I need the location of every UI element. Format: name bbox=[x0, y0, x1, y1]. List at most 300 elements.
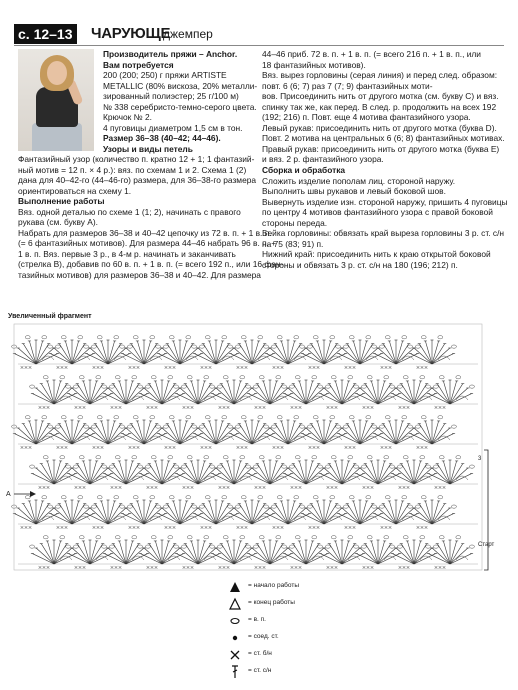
legend-label: = ст. с/н bbox=[248, 667, 272, 674]
chain-loop bbox=[452, 345, 457, 348]
double-crochet-stitch bbox=[144, 421, 151, 444]
double-crochet-stitch bbox=[198, 508, 216, 524]
chain-loop bbox=[290, 465, 295, 468]
single-crochet-stitch bbox=[331, 486, 334, 489]
double-crochet-stitch bbox=[281, 501, 288, 524]
double-crochet-stitch bbox=[216, 508, 234, 524]
double-crochet-stitch bbox=[90, 381, 97, 404]
single-crochet-stitch bbox=[43, 486, 46, 489]
double-crochet-stitch bbox=[425, 501, 432, 524]
chain-loop bbox=[295, 376, 300, 379]
chain-loop bbox=[264, 345, 269, 348]
double-crochet-stitch bbox=[245, 341, 252, 364]
single-crochet-stitch bbox=[57, 446, 60, 449]
double-crochet-stitch bbox=[396, 548, 414, 564]
double-crochet-stitch bbox=[252, 501, 259, 524]
double-crochet-stitch bbox=[162, 468, 180, 484]
continuation-column bbox=[262, 49, 508, 270]
double-crochet-stitch bbox=[252, 348, 270, 364]
single-crochet-stitch bbox=[417, 366, 420, 369]
double-crochet-stitch bbox=[108, 548, 126, 564]
double-crochet-stitch bbox=[162, 548, 180, 564]
single-crochet-stitch bbox=[263, 566, 266, 569]
double-crochet-stitch bbox=[65, 341, 72, 364]
double-crochet-stitch bbox=[288, 548, 306, 564]
text-line: METALLIC (80% вискоза, 20% металли- bbox=[103, 80, 258, 91]
chain-loop bbox=[156, 505, 161, 508]
chain-loop bbox=[326, 385, 331, 388]
single-crochet-stitch bbox=[47, 566, 50, 569]
single-crochet-stitch bbox=[367, 486, 370, 489]
single-crochet-stitch bbox=[345, 526, 348, 529]
chain-loop bbox=[56, 345, 61, 348]
chain-loop bbox=[398, 465, 403, 468]
marker-row-number: 3 bbox=[478, 456, 482, 462]
double-crochet-stitch bbox=[54, 461, 61, 484]
double-crochet-stitch bbox=[288, 501, 295, 524]
chain-loop bbox=[61, 416, 66, 419]
double-crochet-stitch bbox=[36, 341, 43, 364]
single-crochet-stitch bbox=[281, 526, 284, 529]
double-crochet-stitch bbox=[18, 508, 36, 524]
text-line: Правый рукав: присоединить нить от другого мотка (буква Е) bbox=[262, 143, 500, 154]
chain-loop bbox=[228, 425, 233, 428]
chain-loop bbox=[151, 536, 156, 539]
single-crochet-stitch bbox=[381, 446, 384, 449]
single-crochet-stitch bbox=[201, 526, 204, 529]
single-crochet-stitch bbox=[255, 566, 258, 569]
legend-label: = начало работы bbox=[248, 582, 300, 589]
chain-loop bbox=[362, 385, 367, 388]
chain-loop bbox=[138, 465, 143, 468]
double-crochet-stitch bbox=[180, 428, 198, 444]
double-crochet-stitch bbox=[180, 548, 198, 564]
double-crochet-stitch bbox=[108, 468, 126, 484]
double-crochet-stitch bbox=[414, 468, 432, 484]
chain-loop bbox=[349, 416, 354, 419]
single-crochet-stitch bbox=[381, 366, 384, 369]
single-crochet-stitch bbox=[25, 446, 28, 449]
chain-loop bbox=[456, 536, 461, 539]
double-crochet-stitch bbox=[155, 541, 162, 564]
double-crochet-stitch bbox=[414, 541, 421, 564]
double-crochet-stitch bbox=[198, 541, 205, 564]
single-crochet-stitch bbox=[273, 366, 276, 369]
chain-loop bbox=[92, 345, 97, 348]
double-crochet-stitch bbox=[198, 548, 216, 564]
single-crochet-stitch bbox=[173, 366, 176, 369]
single-crochet-stitch bbox=[183, 566, 186, 569]
single-crochet-stitch bbox=[299, 486, 302, 489]
double-crochet-stitch bbox=[317, 421, 324, 444]
chain-loop bbox=[133, 416, 138, 419]
single-crochet-stitch bbox=[47, 406, 50, 409]
double-crochet-stitch bbox=[378, 541, 385, 564]
single-crochet-stitch bbox=[439, 406, 442, 409]
double-crochet-stitch bbox=[155, 381, 162, 404]
single-crochet-stitch bbox=[263, 406, 266, 409]
chain-loop bbox=[66, 545, 71, 548]
double-crochet-stitch bbox=[270, 468, 288, 484]
marker-start: Старт bbox=[478, 542, 495, 548]
double-crochet-stitch bbox=[36, 548, 54, 564]
chain-loop bbox=[390, 545, 395, 548]
single-crochet-stitch bbox=[399, 406, 402, 409]
double-crochet-stitch bbox=[396, 388, 414, 404]
double-crochet-stitch bbox=[234, 388, 252, 404]
double-crochet-stitch bbox=[198, 468, 216, 484]
double-crochet-stitch bbox=[425, 341, 432, 364]
chain-loop bbox=[326, 465, 331, 468]
double-crochet-stitch bbox=[119, 541, 126, 564]
double-crochet-stitch bbox=[191, 381, 198, 404]
chain-loop bbox=[312, 456, 317, 459]
double-crochet-stitch bbox=[126, 381, 133, 404]
single-crochet-stitch bbox=[371, 406, 374, 409]
chain-loop bbox=[187, 536, 192, 539]
double-crochet-stitch bbox=[126, 388, 144, 404]
single-crochet-stitch bbox=[345, 446, 348, 449]
double-crochet-stitch bbox=[443, 461, 450, 484]
chain-loop bbox=[366, 416, 371, 419]
chain-loop bbox=[84, 345, 89, 348]
single-crochet-stitch bbox=[223, 486, 226, 489]
single-crochet-stitch bbox=[155, 566, 158, 569]
double-crochet-stitch bbox=[119, 381, 126, 404]
chain-loop bbox=[367, 456, 372, 459]
double-crochet-stitch bbox=[162, 388, 180, 404]
single-crochet-stitch bbox=[65, 526, 68, 529]
single-crochet-stitch bbox=[183, 406, 186, 409]
double-crochet-stitch bbox=[450, 461, 457, 484]
double-crochet-stitch bbox=[162, 348, 180, 364]
chain-loop bbox=[25, 416, 30, 419]
chain-loop bbox=[348, 376, 353, 379]
chain-loop bbox=[110, 545, 115, 548]
single-crochet-stitch bbox=[443, 486, 446, 489]
open-triangle-icon bbox=[228, 597, 242, 611]
double-crochet-stitch bbox=[72, 468, 90, 484]
double-crochet-stitch bbox=[198, 348, 216, 364]
chain-loop bbox=[97, 416, 102, 419]
single-crochet-stitch bbox=[43, 406, 46, 409]
chain-loop bbox=[110, 465, 115, 468]
double-crochet-stitch bbox=[144, 501, 151, 524]
single-crochet-stitch bbox=[291, 486, 294, 489]
double-crochet-stitch bbox=[29, 341, 36, 364]
single-crochet-stitch bbox=[299, 566, 302, 569]
double-crochet-stitch bbox=[450, 541, 457, 564]
chain-loop bbox=[128, 425, 133, 428]
chain-loop bbox=[282, 465, 287, 468]
double-crochet-stitch bbox=[162, 508, 180, 524]
chain-loop bbox=[312, 376, 317, 379]
chain-loop bbox=[48, 425, 53, 428]
double-crochet-stitch bbox=[72, 548, 90, 564]
single-crochet-stitch bbox=[345, 366, 348, 369]
double-crochet-stitch bbox=[72, 388, 90, 404]
single-crochet-stitch bbox=[331, 566, 334, 569]
materials-column bbox=[103, 49, 257, 154]
chain-loop bbox=[92, 425, 97, 428]
chain-loop bbox=[174, 545, 179, 548]
single-crochet-stitch bbox=[147, 486, 150, 489]
chain-loop bbox=[330, 416, 335, 419]
chain-loop bbox=[312, 536, 317, 539]
single-crochet-stitch bbox=[119, 566, 122, 569]
single-crochet-stitch bbox=[219, 566, 222, 569]
text-line: по центру 4 мотивов фантазийного узора с правой боковой bbox=[262, 207, 493, 218]
single-crochet-stitch bbox=[317, 446, 320, 449]
double-crochet-stitch bbox=[173, 421, 180, 444]
chain-loop bbox=[470, 465, 475, 468]
single-crochet-stitch bbox=[353, 366, 356, 369]
chain-loop bbox=[313, 496, 318, 499]
double-crochet-stitch bbox=[317, 341, 324, 364]
double-crochet-stitch bbox=[360, 421, 367, 444]
chain-loop bbox=[390, 465, 395, 468]
single-crochet-stitch bbox=[111, 566, 114, 569]
double-crochet-stitch bbox=[198, 388, 216, 404]
double-crochet-stitch bbox=[126, 468, 144, 484]
double-crochet-stitch bbox=[263, 461, 270, 484]
double-crochet-stitch bbox=[36, 428, 54, 444]
single-crochet-stitch bbox=[61, 526, 64, 529]
single-crochet-stitch bbox=[259, 486, 262, 489]
chain-loop bbox=[182, 465, 187, 468]
double-crochet-stitch bbox=[317, 501, 324, 524]
double-crochet-stitch bbox=[360, 501, 367, 524]
double-crochet-stitch bbox=[144, 548, 162, 564]
double-crochet-stitch bbox=[432, 348, 450, 364]
chain-loop bbox=[416, 505, 421, 508]
double-crochet-stitch bbox=[54, 508, 72, 524]
chain-loop bbox=[349, 336, 354, 339]
single-crochet-stitch bbox=[291, 406, 294, 409]
double-crochet-stitch bbox=[270, 461, 277, 484]
single-crochet-stitch bbox=[169, 446, 172, 449]
chain-loop bbox=[372, 345, 377, 348]
chain-loop bbox=[200, 345, 205, 348]
chain-loop bbox=[74, 385, 79, 388]
double-crochet-stitch bbox=[324, 341, 331, 364]
single-crochet-stitch bbox=[443, 566, 446, 569]
single-crochet-stitch bbox=[29, 446, 32, 449]
single-crochet-stitch bbox=[313, 526, 316, 529]
chain-loop bbox=[42, 496, 47, 499]
double-crochet-stitch bbox=[144, 508, 162, 524]
single-crochet-stitch bbox=[61, 446, 64, 449]
single-crochet-stitch bbox=[313, 366, 316, 369]
text-line: Набрать для размеров 36–38 и 40–42 цепочку из 72 в. п. + 1 в. п. bbox=[18, 227, 272, 238]
double-crochet-stitch bbox=[72, 501, 79, 524]
chain-loop bbox=[115, 536, 120, 539]
double-crochet-stitch bbox=[353, 421, 360, 444]
chain-loop bbox=[42, 416, 47, 419]
double-crochet-stitch bbox=[137, 501, 144, 524]
double-crochet-stitch bbox=[29, 421, 36, 444]
single-crochet-stitch bbox=[327, 406, 330, 409]
double-crochet-stitch bbox=[432, 501, 439, 524]
chain-loop bbox=[330, 336, 335, 339]
chain-loop bbox=[164, 505, 169, 508]
chain-loop bbox=[354, 385, 359, 388]
single-crochet-stitch bbox=[245, 366, 248, 369]
chain-loop bbox=[348, 456, 353, 459]
single-crochet-stitch bbox=[349, 366, 352, 369]
double-crochet-stitch bbox=[342, 548, 360, 564]
chain-loop bbox=[56, 505, 61, 508]
single-crochet-stitch bbox=[335, 406, 338, 409]
double-crochet-stitch bbox=[360, 548, 378, 564]
chain-loop bbox=[246, 465, 251, 468]
chain-loop bbox=[169, 496, 174, 499]
chain-loop bbox=[132, 376, 137, 379]
text-line: № 338 серебристо-темно-серого цвета. bbox=[103, 101, 257, 112]
double-crochet-stitch bbox=[47, 381, 54, 404]
double-crochet-stitch bbox=[18, 348, 36, 364]
double-crochet-stitch bbox=[407, 381, 414, 404]
double-crochet-stitch bbox=[198, 428, 216, 444]
text-line: (= 6 фантазийных мотивов). Для размера 44–46 набрать 96 в. п. + bbox=[18, 238, 277, 249]
single-crochet-stitch bbox=[309, 446, 312, 449]
chain-loop bbox=[344, 505, 349, 508]
single-crochet-stitch bbox=[209, 446, 212, 449]
double-crochet-stitch bbox=[450, 468, 468, 484]
chain-loop bbox=[277, 416, 282, 419]
single-crochet-stitch bbox=[367, 406, 370, 409]
chain-loop bbox=[470, 545, 475, 548]
chain-loop bbox=[308, 505, 313, 508]
double-crochet-stitch bbox=[234, 508, 252, 524]
double-crochet-stitch bbox=[432, 341, 439, 364]
chain-loop bbox=[174, 465, 179, 468]
double-crochet-stitch bbox=[144, 341, 151, 364]
text-line: Нижний край: присоединить нить к краю открытой боковой bbox=[262, 249, 491, 260]
chain-loop bbox=[205, 496, 210, 499]
chain-loop bbox=[384, 376, 389, 379]
single-crochet-stitch bbox=[173, 526, 176, 529]
single-crochet-stitch bbox=[245, 446, 248, 449]
chain-loop bbox=[456, 456, 461, 459]
chain-loop bbox=[186, 416, 191, 419]
double-crochet-stitch bbox=[414, 381, 421, 404]
text-line: вов. Присоединить нить от другого мотка (см. букву С) и вяз. bbox=[262, 91, 499, 102]
single-crochet-stitch bbox=[425, 526, 428, 529]
double-crochet-stitch bbox=[360, 508, 378, 524]
chain-loop bbox=[222, 496, 227, 499]
chain-loop bbox=[258, 336, 263, 339]
text-line: дана для 40–42-го (44–46-го) размера, для 36–38-го размера bbox=[18, 175, 257, 186]
double-crochet-stitch bbox=[173, 501, 180, 524]
double-crochet-stitch bbox=[270, 548, 288, 564]
text-line: повт. 6 (6; 7) раз 7 (7; 9) фантазийных моти- bbox=[262, 80, 433, 91]
single-crochet-stitch bbox=[327, 486, 330, 489]
chain-loop bbox=[318, 545, 323, 548]
double-crochet-stitch bbox=[101, 341, 108, 364]
double-crochet-stitch bbox=[432, 421, 439, 444]
chain-loop bbox=[403, 456, 408, 459]
single-crochet-stitch bbox=[169, 526, 172, 529]
double-crochet-stitch bbox=[270, 348, 288, 364]
single-crochet-stitch bbox=[147, 566, 150, 569]
single-crochet-stitch bbox=[111, 406, 114, 409]
double-crochet-stitch bbox=[108, 388, 126, 404]
chain-loop bbox=[408, 505, 413, 508]
double-crochet-stitch bbox=[90, 548, 108, 564]
single-crochet-stitch bbox=[281, 446, 284, 449]
double-crochet-stitch bbox=[360, 341, 367, 364]
chain-loop bbox=[204, 536, 209, 539]
legend-label: = в. п. bbox=[248, 616, 266, 623]
double-crochet-stitch bbox=[252, 508, 270, 524]
single-crochet-stitch bbox=[187, 406, 190, 409]
chain-loop bbox=[133, 496, 138, 499]
single-crochet-stitch bbox=[421, 526, 424, 529]
chain-loop bbox=[218, 385, 223, 388]
double-crochet-stitch bbox=[335, 381, 342, 404]
double-crochet-stitch bbox=[396, 348, 414, 364]
double-crochet-stitch bbox=[450, 388, 468, 404]
double-crochet-stitch bbox=[227, 541, 234, 564]
single-crochet-stitch bbox=[187, 486, 190, 489]
chain-loop bbox=[132, 536, 137, 539]
chain-loop bbox=[264, 425, 269, 428]
double-crochet-stitch bbox=[216, 388, 234, 404]
single-crochet-stitch bbox=[205, 526, 208, 529]
chain-loop bbox=[192, 345, 197, 348]
single-crochet-stitch bbox=[295, 566, 298, 569]
chain-loop bbox=[218, 545, 223, 548]
chain-loop bbox=[470, 385, 475, 388]
double-crochet-stitch bbox=[414, 428, 432, 444]
single-crochet-stitch bbox=[241, 446, 244, 449]
chain-loop bbox=[277, 496, 282, 499]
double-crochet-stitch bbox=[432, 508, 450, 524]
chain-loop bbox=[336, 345, 341, 348]
chain-loop bbox=[259, 536, 264, 539]
chain-loop bbox=[150, 496, 155, 499]
chain-loop bbox=[246, 545, 251, 548]
chain-loop bbox=[164, 425, 169, 428]
single-crochet-stitch bbox=[83, 566, 86, 569]
single-crochet-stitch bbox=[147, 406, 150, 409]
double-crochet-stitch bbox=[144, 388, 162, 404]
chain-loop bbox=[138, 545, 143, 548]
text-line: Повт. 2 мотива на центральных 6 (6; 8) фантазийных мотивах. bbox=[262, 133, 505, 144]
double-crochet-stitch bbox=[108, 348, 126, 364]
double-crochet-stitch bbox=[198, 461, 205, 484]
double-crochet-stitch bbox=[353, 341, 360, 364]
chain-loop bbox=[402, 416, 407, 419]
double-crochet-stitch bbox=[108, 501, 115, 524]
single-crochet-stitch bbox=[165, 526, 168, 529]
chain-loop bbox=[344, 345, 349, 348]
header-rule bbox=[14, 45, 504, 46]
single-crochet-stitch bbox=[115, 486, 118, 489]
double-crochet-stitch bbox=[72, 428, 90, 444]
single-crochet-stitch bbox=[385, 526, 388, 529]
double-crochet-stitch bbox=[378, 428, 396, 444]
single-crochet-stitch bbox=[237, 366, 240, 369]
single-crochet-stitch bbox=[151, 406, 154, 409]
chain-loop bbox=[336, 425, 341, 428]
single-crochet-stitch bbox=[25, 526, 28, 529]
chain-loop bbox=[439, 536, 444, 539]
double-crochet-stitch bbox=[432, 548, 450, 564]
double-crochet-stitch bbox=[180, 421, 187, 444]
single-crochet-stitch bbox=[205, 446, 208, 449]
